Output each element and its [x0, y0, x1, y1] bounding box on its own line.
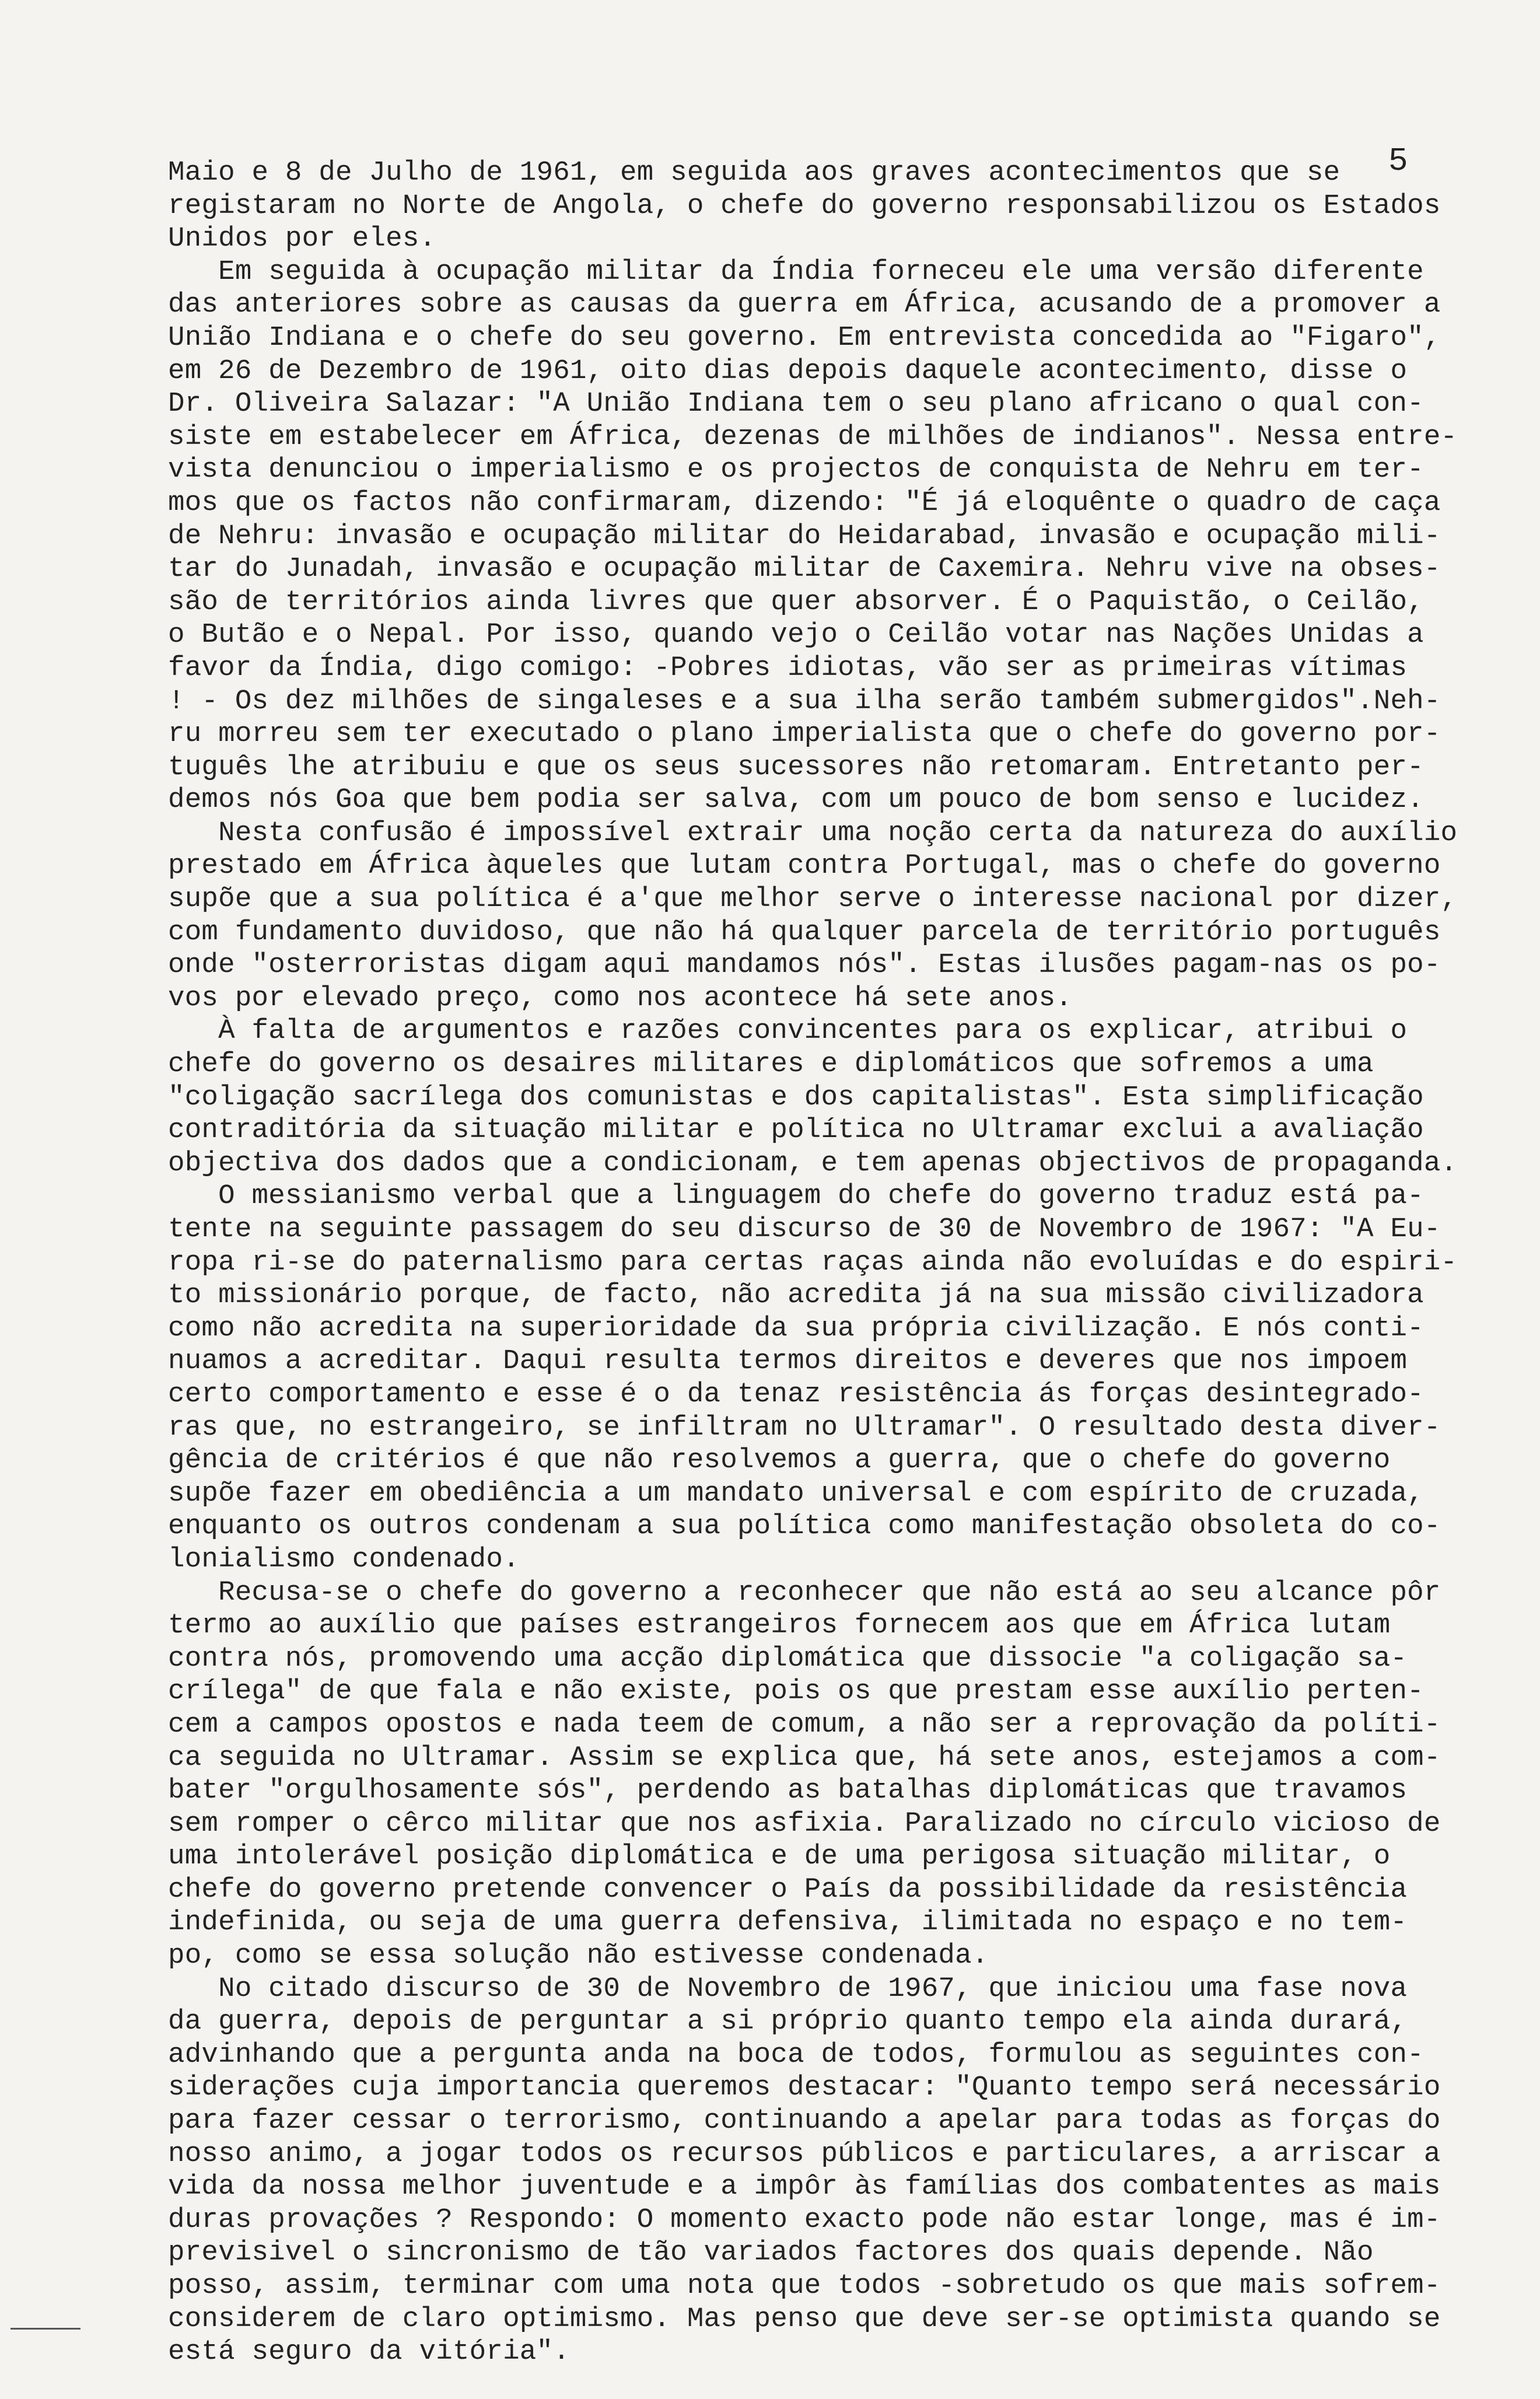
text-line: sem romper o cêrco militar que nos asfixia. Paralizado no círculo vicioso de: [168, 1807, 1441, 1840]
text-line: o Butão e o Nepal. Por isso, quando vejo o Ceilão votar nas Nações Unidas a: [168, 619, 1424, 651]
text-line: Unidos por eles.: [168, 223, 436, 255]
text-line: para fazer cessar o terrorismo, continuando a apelar para todas as forças do: [168, 2105, 1441, 2137]
text-line: ras que, no estrangeiro, se infiltram no Ultramar". O resultado desta diver-: [168, 1411, 1441, 1443]
text-line: vida da nossa melhor juventude e a impôr às famílias dos combatentes as mais: [168, 2171, 1441, 2203]
body-text: [168, 156, 1521, 2369]
text-line: de Nehru: invasão e ocupação militar do Heidarabad, invasão e ocupação mili-: [168, 520, 1441, 552]
text-line: À falta de argumentos e razões convincentes para os explicar, atribui o: [168, 1015, 1408, 1047]
text-line: Nesta confusão é impossível extrair uma noção certa da natureza do auxílio: [168, 817, 1458, 849]
text-line: da guerra, depois de perguntar a si próprio quanto tempo ela ainda durará,: [168, 2006, 1408, 2038]
text-line: supõe que a sua política é a'que melhor serve o interesse nacional por dizer,: [168, 883, 1458, 915]
text-line: demos nós Goa que bem podia ser salva, com um pouco de bom senso e lucidez.: [168, 784, 1424, 816]
text-line: Em seguida à ocupação militar da Índia forneceu ele uma versão diferente: [168, 256, 1424, 288]
text-line: O messianismo verbal que a linguagem do chefe do governo traduz está pa-: [168, 1180, 1424, 1212]
text-line: onde "osterroristas digam aqui mandamos nós". Estas ilusões pagam-nas os po-: [168, 949, 1441, 981]
text-line: contraditória da situação militar e política no Ultramar exclui a avaliação: [168, 1114, 1424, 1146]
text-line: está seguro da vitória".: [168, 2336, 570, 2368]
text-line: chefe do governo pretende convencer o País da possibilidade da resistência: [168, 1873, 1408, 1905]
text-line: crílega" de que fala e não existe, pois os que prestam esse auxílio perten-: [168, 1676, 1424, 1708]
text-line: vista denunciou o imperialismo e os projectos de conquista de Nehru em ter-: [168, 454, 1424, 486]
margin-rule: [10, 2328, 80, 2330]
text-line: Maio e 8 de Julho de 1961, em seguida aos graves acontecimentos que se: [168, 157, 1340, 188]
text-line: advinhando que a pergunta anda na boca de todos, formulou as seguintes con-: [168, 2038, 1424, 2071]
text-line: supõe fazer em obediência a um mandato universal e com espírito de cruzada,: [168, 1477, 1424, 1509]
text-line: considerem de claro optimismo. Mas penso que deve ser-se optimista quando se: [168, 2303, 1441, 2335]
text-line: com fundamento duvidoso, que não há qualquer parcela de território português: [168, 916, 1441, 948]
text-line: como não acredita na superioridade da sua própria civilização. E nós conti-: [168, 1312, 1424, 1344]
text-line: bater "orgulhosamente sós", perdendo as batalhas diplomáticas que travamos: [168, 1775, 1408, 1807]
text-line: siderações cuja importancia queremos destacar: "Quanto tempo será necessário: [168, 2072, 1441, 2104]
text-line: registaram no Norte de Angola, o chefe do governo responsabilizou os Estados: [168, 190, 1441, 222]
text-line: posso, assim, terminar com uma nota que todos -sobretudo os que mais sofrem-: [168, 2270, 1441, 2302]
text-line: tuguês lhe atribuiu e que os seus sucessores não retomaram. Entretanto per-: [168, 751, 1424, 783]
text-line: nosso animo, a jogar todos os recursos públicos e particulares, a arriscar a: [168, 2138, 1441, 2170]
text-line: to missionário porque, de facto, não acredita já na sua missão civilizadora: [168, 1279, 1424, 1312]
text-line: em 26 de Dezembro de 1961, oito dias depois daquele acontecimento, disse o: [168, 355, 1408, 387]
text-line: mos que os factos não confirmaram, dizendo: "É já eloquênte o quadro de caça: [168, 487, 1441, 519]
text-line: prestado em África àqueles que lutam contra Portugal, mas o chefe do governo: [168, 850, 1441, 882]
text-line: certo comportamento e esse é o da tenaz resistência ás forças desintegrado-: [168, 1378, 1424, 1410]
text-line: Recusa-se o chefe do governo a reconhecer que não está ao seu alcance pôr: [168, 1576, 1441, 1608]
text-line: siste em estabelecer em África, dezenas de milhões de indianos". Nessa entre-: [168, 421, 1458, 453]
text-line: tente na seguinte passagem do seu discurso de 30 de Novembro de 1967: "A Eu-: [168, 1214, 1441, 1245]
text-line: cem a campos opostos e nada teem de comum, a não ser a reprovação da políti-: [168, 1708, 1441, 1740]
text-line: ! - Os dez milhões de singaleses e a sua ilha serão também submergidos".Neh-: [168, 685, 1441, 717]
text-line: chefe do governo os desaires militares e diplomáticos que sofremos a uma: [168, 1048, 1374, 1080]
text-line: União Indiana e o chefe do seu governo. Em entrevista concedida ao "Figaro",: [168, 321, 1441, 354]
text-line: contra nós, promovendo uma acção diplomática que dissocie "a coligação sa-: [168, 1642, 1408, 1674]
text-line: ropa ri-se do paternalismo para certas raças ainda não evoluídas e do espiri-: [168, 1246, 1458, 1278]
page-number: 5: [1388, 142, 1408, 180]
text-line: enquanto os outros condenam a sua política como manifestação obsoleta do co-: [168, 1510, 1441, 1543]
text-line: nuamos a acreditar. Daqui resulta termos direitos e deveres que nos impoem: [168, 1345, 1408, 1377]
text-line: indefinida, ou seja de uma guerra defensiva, ilimitada no espaço e no tem-: [168, 1907, 1408, 1939]
text-line: No citado discurso de 30 de Novembro de 1967, que iniciou uma fase nova: [168, 1973, 1408, 2005]
text-line: ru morreu sem ter executado o plano imperialista que o chefe do governo por-: [168, 718, 1441, 750]
text-line: "coligação sacrílega dos comunistas e dos capitalistas". Esta simplificação: [168, 1081, 1424, 1113]
text-line: favor da Índia, digo comigo: -Pobres idiotas, vão ser as primeiras vítimas: [168, 652, 1408, 684]
text-line: gência de critérios é que não resolvemos a guerra, que o chefe do governo: [168, 1445, 1391, 1477]
text-line: tar do Junadah, invasão e ocupação militar de Caxemira. Nehru vive na obses-: [168, 553, 1441, 585]
text-line: po, como se essa solução não estivesse condenada.: [168, 1940, 989, 1972]
text-line: Dr. Oliveira Salazar: "A União Indiana tem o seu plano africano o qual con-: [168, 388, 1424, 420]
text-line: são de territórios ainda livres que quer absorver. É o Paquistão, o Ceilão,: [168, 586, 1424, 618]
text-line: duras provações ? Respondo: O momento exacto pode não estar longe, mas é im-: [168, 2204, 1441, 2236]
text-line: lonialismo condenado.: [168, 1543, 520, 1575]
text-line: termo ao auxílio que países estrangeiros fornecem aos que em África lutam: [168, 1610, 1391, 1642]
text-line: uma intolerável posição diplomática e de uma perigosa situação militar, o: [168, 1841, 1391, 1873]
text-line: das anteriores sobre as causas da guerra em África, acusando de a promover a: [168, 289, 1441, 321]
text-line: objectiva dos dados que a condicionam, e tem apenas objectivos de propaganda.: [168, 1147, 1458, 1179]
text-line: vos por elevado preço, como nos acontece há sete anos.: [168, 982, 1073, 1014]
text-line: ca seguida no Ultramar. Assim se explica que, há sete anos, estejamos a com-: [168, 1741, 1441, 1774]
text-line: previsivel o sincronismo de tão variados factores dos quais depende. Não: [168, 2237, 1374, 2269]
